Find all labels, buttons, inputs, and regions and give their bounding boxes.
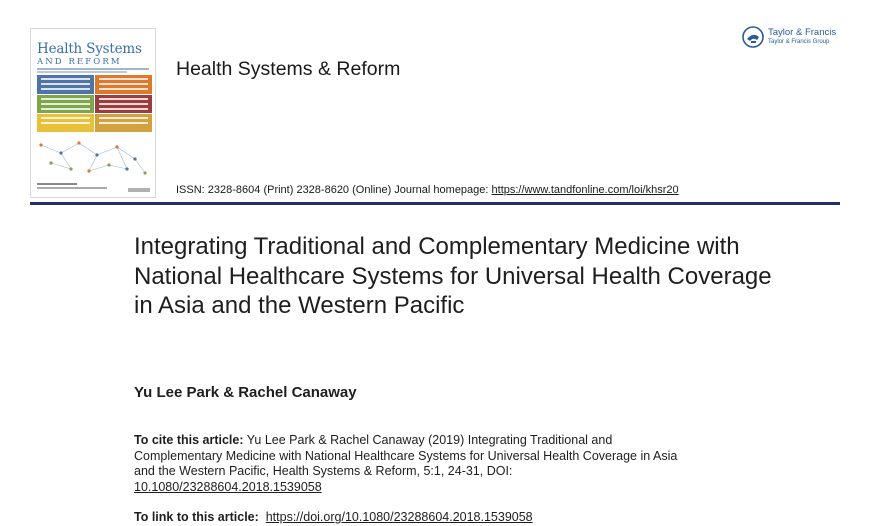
cover-tagline <box>37 68 149 70</box>
issn-text: ISSN: 2328-8604 (Print) 2328-8620 (Online) Journal homepage: <box>176 184 492 196</box>
cover-article-box <box>95 114 152 132</box>
cover-editor-line <box>37 183 77 185</box>
publisher-lamp-icon <box>742 26 764 48</box>
publisher-name: Taylor & Francis <box>768 27 837 38</box>
article-link-line <box>134 510 533 526</box>
journal-homepage-link[interactable]: https://www.tandfonline.com/loi/khsr20 <box>491 184 679 196</box>
citation-label: To cite this article: <box>134 433 244 447</box>
link-label: To link to this article: <box>134 510 259 524</box>
cover-publisher-mark <box>128 188 150 192</box>
header-divider <box>30 202 840 205</box>
publisher-logo[interactable] <box>742 26 836 48</box>
cover-tagline <box>37 71 127 73</box>
journal-title: Health Systems & Reform <box>176 58 401 80</box>
cover-article-box <box>37 95 94 113</box>
cover-editor-line <box>37 187 107 189</box>
cover-title: Health Systems <box>37 41 142 57</box>
cover-article-box <box>37 114 94 132</box>
cover-article-box <box>37 75 94 94</box>
issn-line <box>176 184 679 196</box>
citation-doi-link[interactable]: 10.1080/23288604.2018.1539058 <box>134 479 322 494</box>
citation-block <box>134 433 694 495</box>
cover-article-box <box>95 95 152 113</box>
cover-subtitle: AND REFORM <box>37 57 122 67</box>
article-doi-url[interactable]: https://doi.org/10.1080/23288604.2018.1539058 <box>265 510 533 524</box>
cover-network-map <box>31 133 155 181</box>
journal-cover-image <box>30 28 156 198</box>
cover-article-box <box>95 75 152 94</box>
publisher-group: Taylor & Francis Group <box>768 39 830 45</box>
article-title: Integrating Traditional and Complementary Medicine with National Healthcare Systems for Universal Health Coverage in Asia and the Western Pacific <box>134 233 772 319</box>
article-authors: Yu Lee Park & Rachel Canaway <box>134 384 357 401</box>
citation-text: Yu Lee Park & Rachel Canaway (2019) Integrating Traditional and Complementary Medicine with National Healthcare Systems for Universal Health Coverage in Asia and the Western Pacific, Health Systems & Reform, 5:1, 24-31, DOI: <box>134 433 678 478</box>
